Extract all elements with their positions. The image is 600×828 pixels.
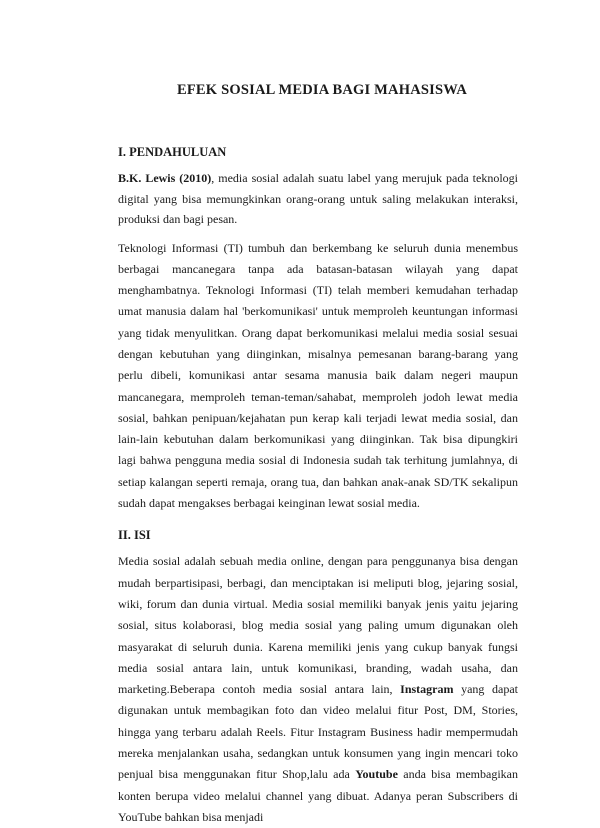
paragraph-text: yang dapat digunakan untuk membagikan foto dan video melalui fitur Post, DM, Stories, hingga yang terbaru adalah Reels. Fitur Instagram Business hadir mempermudah mereka menjalankan usaha, sedangkan untuk konsumen yang ingin mencari toko penjual bisa menggunakan fitur Shop,lalu ada	[118, 682, 519, 782]
citation-bold: B.K. Lewis (2010)	[118, 171, 212, 185]
document-title: EFEK SOSIAL MEDIA BAGI MAHASISWA	[176, 82, 468, 98]
paragraph-definition	[118, 168, 518, 230]
paragraph-text: Media sosial adalah sebuah media online, dengan para penggunanya bisa dengan mudah berpartisipasi, berbagi, dan menciptakan isi meliputi blog, jejaring sosial, wiki, forum dan dunia virtual. Media sosial memiliki banyak jenis yaitu jejaring sosial, situs kolaborasi, blog media sosial yang paling umum digunakan oleh masyarakat di seluruh dunia. Karena memiliki jenis yang cukup banyak fungsi media sosial antara lain, untuk komunikasi, branding, wadah usaha, dan marketing.Beberapa contoh media sosial antara lain,	[118, 554, 518, 697]
section-isi	[118, 528, 518, 828]
section-pendahuluan	[118, 145, 518, 514]
paragraph-media-sosial	[118, 551, 518, 828]
section-heading: I. PENDAHULUAN	[118, 145, 227, 159]
paragraph-text: , media sosial adalah suatu label yang merujuk pada teknologi digital yang bisa memungkinkan orang-orang untuk saling melakukan interaksi, produksi dan bagi pesan.	[118, 171, 518, 226]
paragraph-ti: Teknologi Informasi (TI) tumbuh dan berkembang ke seluruh dunia menembus berbagai mancanegara tanpa ada batasan-batasan wilayah yang dapat menghambatnya. Teknologi Informasi (TI) telah memberi kemudahan terhadap umat manusia dalam hal 'berkomunikasi' untuk memproleh keuntungan informasi yang tidak menyulitkan. Orang dapat berkomunikasi melalui media sosial sesuai dengan kebutuhan yang diinginkan, misalnya pemesanan barang-barang yang perlu dibeli, komunikasi antar sesama manusia baik dalam negeri maupun mancanegara, memproleh teman-teman/sahabat, memproleh jodoh lewat media sosial, bahkan penipuan/kejahatan pun kerap kali terjadi lewat media sosial, dan lain-lain kebutuhan dalam berkomunikasi yang diinginkan. Tak bisa dipungkiri lagi bahwa pengguna media sosial di Indonesia sudah tak terhitung jumlahnya, di setiap kalangan seperti remaja, orang tua, dan bahkan anak-anak SD/TK sekalipun sudah dapat mengakses berbagai keinginan lewat sosial media.	[118, 240, 518, 511]
keyword-instagram: Instagram	[400, 682, 454, 697]
keyword-youtube: Youtube	[355, 767, 398, 782]
paragraph-text: anda bisa membagikan konten berupa video melalui channel yang dibuat. Adanya peran Subscribers di YouTube bahkan bisa menjadi	[118, 767, 518, 824]
section-heading: II. ISI	[118, 528, 151, 543]
